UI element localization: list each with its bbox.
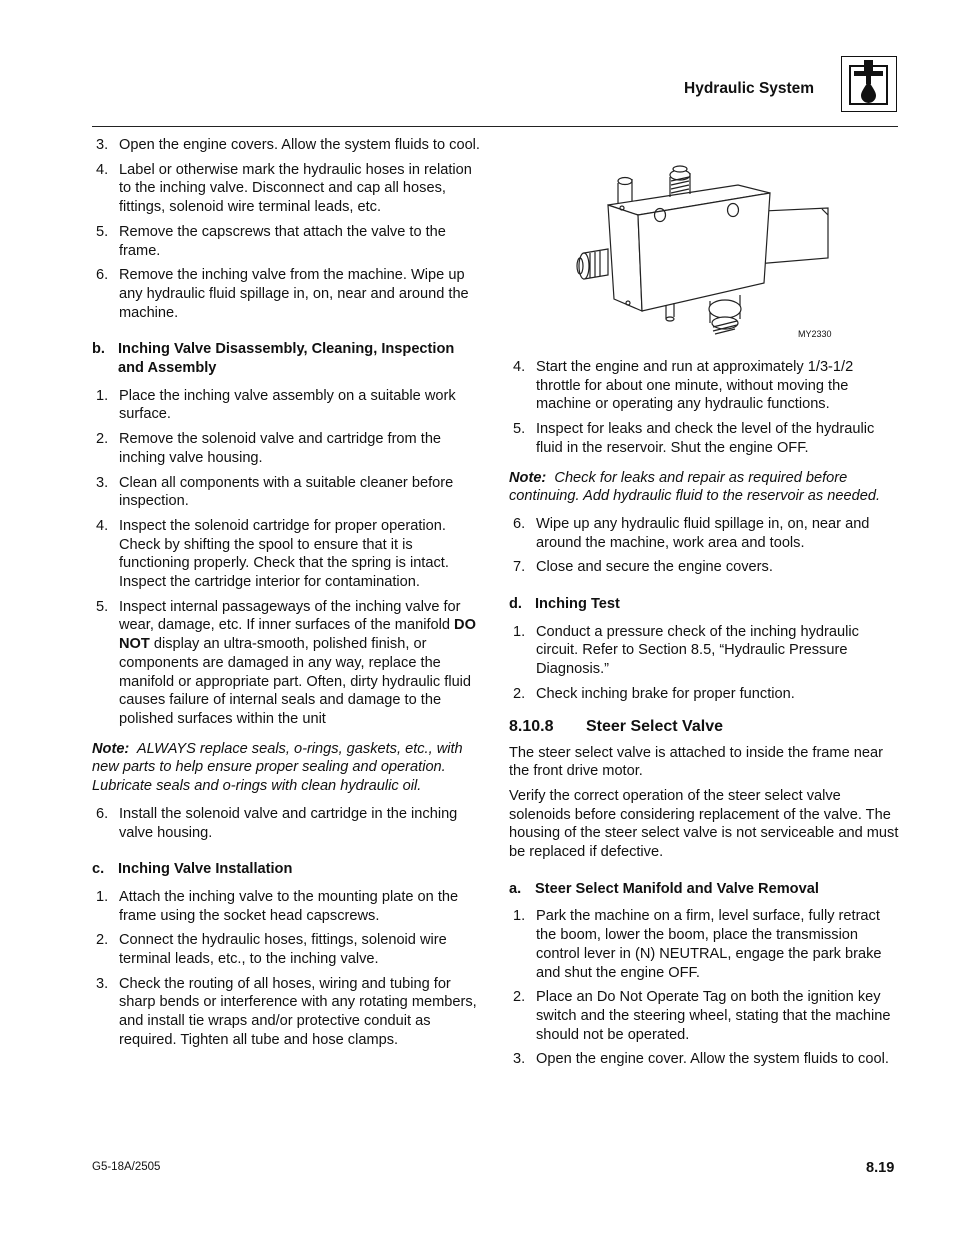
page-header-title: Hydraulic System <box>684 80 815 97</box>
figure-label: MY2330 <box>798 329 832 339</box>
emphasis-do-not: DO NOT <box>119 617 476 653</box>
inching-valve-illustration <box>570 163 838 343</box>
list-item: 6. Remove the inching valve from the machine. Wipe up any hydraulic fluid spillage in, on, near and around the machine. <box>96 267 469 321</box>
list-item: 1. Conduct a pressure check of the inching hydraulic circuit. Refer to Section 8.5, “Hydraulic Pressure Diagnosis.” <box>513 623 859 678</box>
list-item: 5. Inspect internal passageways of the inching valve for wear, damage, etc. If inner surfaces of the manifold DO NOT display an ultra-smooth, polished finish, or components are damaged in any way, replace the manifold or appropriate part. Often, dirty hydraulic fluid causes failure of internal seals and damage to the polished surfaces within the unit <box>96 598 476 727</box>
subsection-heading-inching-test: d. Inching Test <box>509 596 620 613</box>
subsection-heading-installation: c. Inching Valve Installation <box>92 861 293 878</box>
list-item: 4. Inspect the solenoid cartridge for proper operation. Check by shifting the spool to ensure that it is functioning properly. Check that the spring is intact. Inspect the cartridge interior for contamination. <box>96 517 449 591</box>
section-heading-steer-select-valve: 8.10.8 Steer Select Valve <box>509 717 723 735</box>
list-item: 3. Clean all components with a suitable cleaner before inspection. <box>96 474 454 510</box>
paragraph: The steer select valve is attached to inside the frame near the front drive motor. <box>509 744 883 780</box>
paragraph: Verify the correct operation of the steer select valve solenoids before considering replacement of the valve. The housing of the steer select valve is not serviceable and must be replaced if defective. <box>509 787 899 861</box>
list-item: 4. Start the engine and run at approximately 1/3-1/2 throttle for about one minute, without moving the machine or operating any hydraulic functions. <box>513 359 854 413</box>
list-item: 2. Connect the hydraulic hoses, fittings, solenoid wire terminal leads, etc., to the inching valve. <box>96 932 447 968</box>
subsection-heading-disassembly: b. Inching Valve Disassembly, Cleaning, Inspection and Assembly <box>92 341 455 377</box>
list-item: 3. Open the engine cover. Allow the system fluids to cool. <box>513 1051 889 1068</box>
list-item: 6. Wipe up any hydraulic fluid spillage in, on, near and around the machine, work area and tools. <box>513 515 870 551</box>
list-item: 1. Attach the inching valve to the mounting plate on the frame using the socket head capscrews. <box>96 888 459 924</box>
note-seals: Note: ALWAYS replace seals, o-rings, gaskets, etc., with new parts to help ensure proper sealing and operation. Lubricate seals and o-rings with clean hydraulic oil. <box>92 740 463 795</box>
list-item: 1. Park the machine on a firm, level surface, fully retract the boom, lower the boom, place the transmission control lever in (N) NEUTRAL, engage the park brake and shut the engine OFF. <box>513 908 882 981</box>
list-item: 3. Check the routing of all hoses, wiring and tubing for sharp bends or interference with any rotating members, and install tie wraps and/or protective conduit as required. Tighten all tube and hose clamps. <box>96 975 477 1048</box>
header-divider <box>92 126 898 127</box>
note-leaks: Note: Check for leaks and repair as required before continuing. Add hydraulic fluid to the reservoir as needed. <box>509 469 881 505</box>
list-item: 5. Remove the capscrews that attach the valve to the frame. <box>96 223 446 259</box>
subsection-heading-manifold-removal: a. Steer Select Manifold and Valve Removal <box>509 880 819 897</box>
document-code: G5-18A/2505 <box>92 1161 161 1173</box>
list-item: 4. Label or otherwise mark the hydraulic hoses in relation to the inching valve. Disconnect and cap all hoses, fittings, solenoid wire terminal leads, etc. <box>96 161 472 216</box>
page-number: 8.19 <box>866 1160 895 1176</box>
list-item: 6. Install the solenoid valve and cartridge in the inching valve housing. <box>96 805 458 841</box>
list-item: 3. Open the engine covers. Allow the system fluids to cool. <box>96 137 480 153</box>
list-item: 2. Remove the solenoid valve and cartridge from the inching valve housing. <box>96 431 442 466</box>
list-item: 2. Place an Do Not Operate Tag on both the ignition key switch and the steering wheel, stating that the machine should not be operated. <box>513 989 891 1043</box>
list-item: 1. Place the inching valve assembly on a suitable work surface. <box>96 387 456 423</box>
right-column <box>509 358 899 1075</box>
left-column <box>92 136 480 1056</box>
list-item: 2. Check inching brake for proper function. <box>513 685 795 702</box>
list-item: 5. Inspect for leaks and check the level of the hydraulic fluid in the reservoir. Shut the engine OFF. <box>513 421 875 456</box>
list-item: 7. Close and secure the engine covers. <box>513 559 773 576</box>
hydraulic-fluid-drop-icon <box>841 56 897 112</box>
